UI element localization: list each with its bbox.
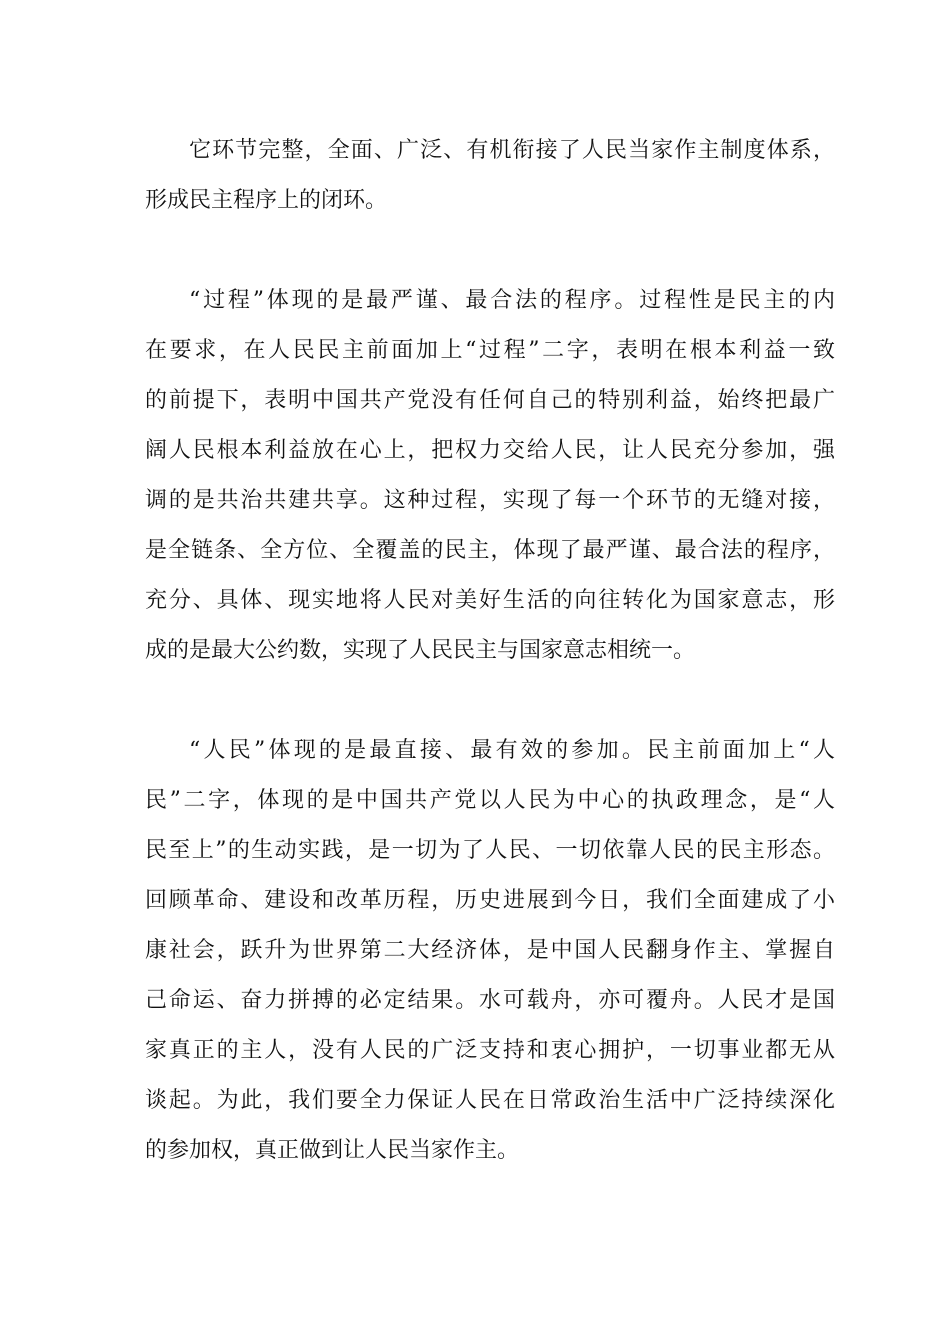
- paragraph-line: 成的是最大公约数，实现了人民民主与国家意志相统一。: [145, 638, 696, 663]
- paragraph-line: 的前提下，表明中国共产党没有任何自己的特别利益，始终把最广: [145, 388, 835, 413]
- paragraph-line: 家真正的主人，没有人民的广泛支持和衷心拥护，一切事业都无从: [145, 1038, 835, 1063]
- paragraph-3: [145, 736, 835, 1186]
- paragraph-line: 它环节完整，全面、广泛、有机衔接了人民当家作主制度体系，: [189, 138, 835, 163]
- paragraph-line: 民”二字，体现的是中国共产党以人民为中心的执政理念，是“人: [145, 788, 835, 813]
- paragraph-line: 是全链条、全方位、全覆盖的民主，体现了最严谨、最合法的程序，: [145, 538, 835, 563]
- paragraph-line: 充分、具体、现实地将人民对美好生活的向往转化为国家意志，形: [145, 588, 835, 613]
- paragraph-line: 康社会，跃升为世界第二大经济体，是中国人民翻身作主、掌握自: [145, 938, 835, 963]
- paragraph-line: 的参加权，真正做到让人民当家作主。: [145, 1138, 520, 1163]
- paragraph-line: 民至上”的生动实践，是一切为了人民、一切依靠人民的民主形态。: [145, 838, 835, 863]
- paragraph-line: 在要求，在人民民主前面加上“过程”二字，表明在根本利益一致: [145, 338, 835, 363]
- paragraph-line: “过程”体现的是最严谨、最合法的程序。过程性是民主的内: [189, 288, 835, 313]
- paragraph-line: “人民”体现的是最直接、最有效的参加。民主前面加上“人: [189, 738, 835, 763]
- paragraph-line: 谈起。为此，我们要全力保证人民在日常政治生活中广泛持续深化: [145, 1088, 835, 1113]
- paragraph-1: [145, 136, 835, 236]
- paragraph-line: 形成民主程序上的闭环。: [145, 188, 388, 213]
- paragraph-line: 回顾革命、建设和改革历程，历史进展到今日，我们全面建成了小: [145, 888, 835, 913]
- paragraph-2: [145, 286, 835, 686]
- paragraph-line: 调的是共治共建共享。这种过程，实现了每一个环节的无缝对接，: [145, 488, 835, 513]
- paragraph-line: 阔人民根本利益放在心上，把权力交给人民，让人民充分参加，强: [145, 438, 835, 463]
- paragraph-line: 己命运、奋力拼搏的必定结果。水可载舟，亦可覆舟。人民才是国: [145, 988, 835, 1013]
